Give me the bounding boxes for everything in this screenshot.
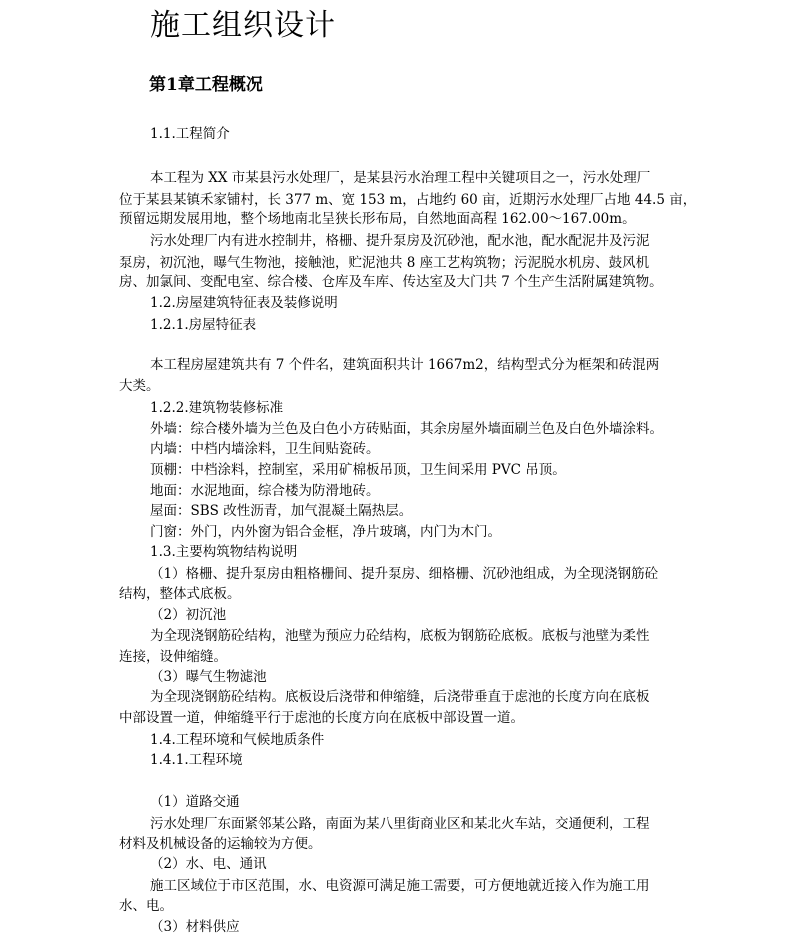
- paragraph-line: 材料及机械设备的运输较为方便。: [119, 836, 322, 852]
- section-heading-1-4: 1.4.工程环境和气候地质条件: [150, 732, 325, 748]
- list-item-heading: （2）水、电、通讯: [150, 856, 267, 872]
- paragraph-line: 泵房，初沉池，曝气生物池，接触池，贮泥池共 8 座工艺构筑物；污泥脱水机房、鼓风机: [119, 255, 650, 271]
- section-heading-1-2-1: 1.2.1.房屋特征表: [150, 317, 257, 333]
- paragraph-line: 污水处理厂东面紧邻某公路，南面为某八里街商业区和某北火车站，交通便利，工程: [150, 816, 650, 832]
- decoration-ceiling: 顶棚：中档涂料，控制室，采用矿棉板吊顶，卫生间采用 PVC 吊顶。: [150, 462, 566, 478]
- list-item-heading: （1）道路交通: [150, 794, 240, 810]
- paragraph-line: 中部设置一道，伸缩缝平行于虑池的长度方向在底板中部设置一道。: [119, 710, 524, 726]
- decoration-door-window: 门窗：外门，内外窗为铝合金框，净片玻璃，内门为木门。: [150, 524, 501, 540]
- section-heading-1-2: 1.2.房屋建筑特征表及装修说明: [150, 295, 338, 311]
- paragraph-line: 污水处理厂内有进水控制井，格栅、提升泵房及沉砂池，配水池，配水配泥井及污泥: [150, 233, 650, 249]
- document-title: 施工组织设计: [150, 8, 336, 43]
- section-heading-1-1: 1.1.工程简介: [150, 126, 230, 142]
- decoration-inner-wall: 内墙：中档内墙涂料，卫生间贴瓷砖。: [150, 441, 380, 457]
- paragraph-line: 预留远期发展用地，整个场地南北呈狭长形布局，自然地面高程 162.00～167.00m。: [119, 211, 636, 227]
- paragraph-line: 连接，设伸缩缝。: [119, 649, 227, 665]
- paragraph-line: 本工程房屋建筑共有 7 个件名，建筑面积共计 1667m2，结构型式分为框架和砖混两: [150, 357, 660, 373]
- chapter-heading: 第1章工程概况: [149, 75, 263, 95]
- decoration-outer-wall: 外墙：综合楼外墙为兰色及白色小方砖贴面，其余房屋外墙面刷兰色及白色外墙涂料。: [150, 421, 663, 437]
- section-heading-1-2-2: 1.2.2.建筑物装修标准: [150, 400, 284, 416]
- paragraph-line: 施工区域位于市区范围，水、电资源可满足施工需要，可方便地就近接入作为施工用: [150, 878, 650, 894]
- list-item-heading: （2）初沉池: [150, 607, 227, 623]
- section-heading-1-4-1: 1.4.1.工程环境: [150, 752, 243, 768]
- paragraph-line: 为全现浇钢筋砼结构。底板设后浇带和伸缩缝，后浇带垂直于虑池的长度方向在底板: [150, 689, 650, 705]
- list-item-heading: （3）曝气生物滤池: [150, 669, 267, 685]
- section-heading-1-3: 1.3.主要构筑物结构说明: [150, 544, 298, 560]
- paragraph-line: 水、电。: [119, 898, 173, 914]
- paragraph-line: 大类。: [119, 378, 160, 394]
- paragraph-line: 结构，整体式底板。: [119, 586, 241, 602]
- decoration-roof: 屋面：SBS 改性沥青，加气混凝土隔热层。: [150, 503, 413, 519]
- paragraph-line: 位于某县某镇禾家铺村，长 377 m、宽 153 m，占地约 60 亩，近期污水处理厂占地 44.5 亩，: [119, 192, 697, 208]
- paragraph-line: 为全现浇钢筋砼结构，池壁为预应力砼结构，底板为钢筋砼底板。底板与池壁为柔性: [150, 628, 650, 644]
- list-item-heading: （3）材料供应: [150, 919, 240, 935]
- paragraph-line: （1）格栅、提升泵房由粗格栅间、提升泵房、细格栅、沉砂池组成，为全现浇钢筋砼: [150, 566, 659, 582]
- paragraph-line: 本工程为 XX 市某县污水处理厂，是某县污水治理工程中关键项目之一，污水处理厂: [150, 170, 651, 186]
- paragraph-line: 房、加氯间、变配电室、综合楼、仓库及车库、传达室及大门共 7 个生产生活附属建筑物。: [119, 274, 663, 290]
- decoration-floor: 地面：水泥地面，综合楼为防滑地砖。: [150, 483, 380, 499]
